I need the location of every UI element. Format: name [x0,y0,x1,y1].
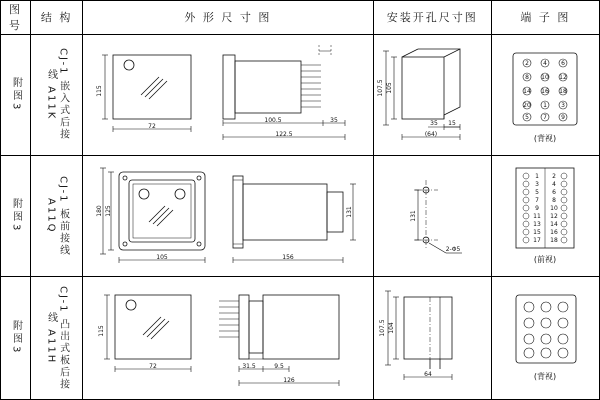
terminal-num-1-9: 20 [522,101,531,109]
outline-dim-1-2: 100.5 [264,116,282,124]
terminal-num-2-14: 15 [532,228,541,236]
outline-dim-1-3: 122.5 [275,130,293,138]
terminal-drawing-3 [492,279,598,397]
terminal-drawing-cell-1 [491,34,599,155]
terminal-num-2-3: 4 [551,180,556,188]
fig-no-label-2: 附图3 [10,198,22,234]
terminal-num-2-0: 1 [534,172,539,180]
header-terminal: 端 子 图 [491,1,599,35]
header-mounting: 安装开孔尺寸图 [373,1,491,35]
fig-no-cell-3 [1,276,31,399]
terminal-num-2-1: 2 [551,172,556,180]
mount-dim-1-0: 107.5 [376,79,384,97]
mounting-drawing-cell-2 [373,155,491,276]
terminal-drawing-1 [492,37,598,153]
terminal-caption-2: (前视) [533,254,556,264]
mount-dim-2-1: 2-Φ5 [445,245,460,253]
terminal-num-1-12: 5 [524,113,529,121]
outline-drawing-1 [83,37,371,153]
outline-dim-3-2: 31.5 [242,362,256,370]
terminal-num-2-11: 12 [549,212,558,220]
mount-dim-1-3: 35 [429,119,438,127]
structure-label-3: CJ-1 凸出式板后接线 A11H [45,285,69,391]
terminal-num-1-1: 4 [542,59,547,67]
structure-cell-3 [31,276,83,399]
terminal-num-1-11: 3 [560,101,565,109]
mounting-drawing-1 [374,37,490,153]
mount-dim-3-0: 107.5 [378,319,386,337]
outline-dim-2-2: 105 [156,253,168,261]
terminal-drawing-cell-2 [491,155,599,276]
terminal-num-2-15: 16 [549,228,558,236]
terminal-num-2-16: 17 [532,236,541,244]
terminal-num-1-7: 16 [540,87,549,95]
terminal-caption-1: (背视) [533,133,556,143]
outline-dim-1-4: 35 [330,116,338,124]
terminal-num-2-17: 18 [549,236,558,244]
outline-dim-3-1: 72 [149,362,157,370]
terminal-num-2-10: 11 [532,212,541,220]
mount-dim-2-0: 131 [409,210,417,222]
terminal-num-2-5: 6 [551,188,556,196]
mounting-drawing-3 [374,279,490,397]
table-row [1,34,600,155]
outline-drawing-3 [83,279,371,397]
outline-dim-3-0: 115 [98,325,106,337]
header-structure: 结 构 [31,1,83,35]
outline-dim-2-0: 180 [96,205,104,217]
fig-no-label-1: 附图3 [10,77,22,113]
outline-dim-1-0: 115 [96,85,104,97]
table-row [1,155,600,276]
mount-dim-3-1: 104 [387,322,395,334]
mount-dim-1-1: 105 [385,82,393,94]
terminal-num-2-6: 7 [534,196,539,204]
structure-label-2: CJ-1 板前接线 A11Q [45,175,69,257]
terminal-num-1-0: 2 [524,59,529,67]
mounting-drawing-cell-1 [373,34,491,155]
terminal-num-2-9: 10 [549,204,558,212]
header-fig-no: 图 号 [1,1,31,35]
terminal-num-2-2: 3 [534,180,539,188]
terminal-num-1-10: 1 [542,101,547,109]
mount-dim-1-2: 15 [447,119,456,127]
structure-cell-2 [31,155,83,276]
outline-drawing-cell-1 [83,34,373,155]
outline-dim-2-1: 125 [105,205,113,217]
fig-no-label-3: 附图3 [10,320,22,356]
terminal-drawing-cell-3 [491,276,599,399]
mount-dim-1-4: (64) [424,130,437,138]
outline-dim-3-4: 126 [283,376,295,384]
terminal-num-1-13: 7 [542,113,547,121]
terminal-num-2-8: 9 [534,204,539,212]
terminal-num-1-6: 14 [522,87,531,95]
fig-no-cell-1 [1,34,31,155]
mounting-drawing-cell-3 [373,276,491,399]
outline-dim-2-3: 156 [282,253,294,261]
terminal-num-2-13: 14 [549,220,558,228]
structure-label-1: CJ-1 嵌入式后接线 A11K [45,48,69,142]
terminal-drawing-2 [492,158,598,274]
terminal-num-1-8: 18 [558,87,567,95]
terminal-num-2-4: 5 [534,188,539,196]
outline-drawing-2 [83,158,371,274]
terminal-num-1-2: 6 [560,59,565,67]
mount-dim-3-2: 64 [423,370,432,378]
terminal-num-2-7: 8 [551,196,556,204]
terminal-num-2-12: 13 [532,220,541,228]
outline-drawing-cell-3 [83,276,373,399]
structure-cell-1 [31,34,83,155]
terminal-caption-3: (背视) [533,371,556,381]
header-outline: 外 形 尺 寸 图 [83,1,373,35]
terminal-num-1-14: 9 [560,113,565,121]
table-row [1,276,600,399]
terminal-num-1-3: 8 [524,73,529,81]
outline-dim-2-4: 131 [346,206,354,218]
terminal-num-1-5: 12 [558,73,567,81]
fig-no-cell-2 [1,155,31,276]
terminal-num-1-4: 10 [540,73,549,81]
outline-dim-3-3: 9.5 [274,362,284,370]
outline-dim-1-1: 72 [148,122,156,130]
table-header-row [1,1,600,35]
outline-drawing-cell-2 [83,155,373,276]
mounting-drawing-2 [374,158,490,274]
